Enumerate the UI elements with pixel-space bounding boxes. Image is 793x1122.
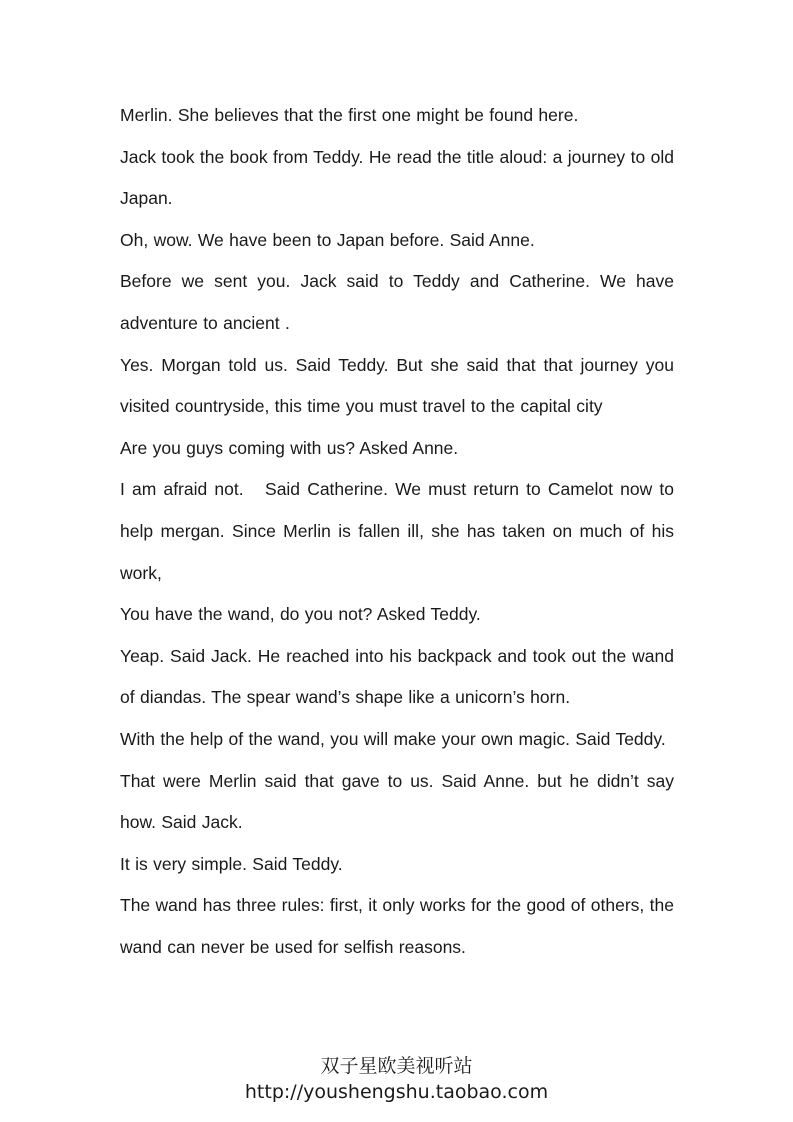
paragraph: Yeap. Said Jack. He reached into his backpack and took out the wand of diandas. The spear wand’s shape like a unicorn’s horn.	[120, 645, 674, 708]
page-footer	[0, 1053, 793, 1105]
paragraph: Are you guys coming with us? Asked Anne.	[120, 437, 459, 458]
paragraph: That were Merlin said that gave to us. Said Anne. but he didn’t say how. Said Jack.	[120, 770, 674, 833]
paragraph: Merlin. She believes that the first one might be found here.	[120, 105, 579, 125]
paragraph: It is very simple. Said Teddy.	[120, 853, 343, 874]
paragraph: The wand has three rules: first, it only works for the good of others, the wand can never be used for selfish reasons.	[120, 895, 674, 957]
paragraph: With the help of the wand, you will make your own magic. Said Teddy.	[120, 728, 666, 749]
document-body	[120, 95, 680, 968]
paragraph: You have the wand, do you not? Asked Teddy.	[120, 604, 481, 625]
paragraph: I am afraid not. Said Catherine. We must return to Camelot now to help mergan. Since Merlin is fallen ill, she has taken on much of his work,	[120, 479, 680, 583]
paragraph: Jack took the book from Teddy. He read the title aloud: a journey to old Japan.	[120, 146, 674, 209]
footer-shop-name: 双子星欧美视听站	[320, 1055, 473, 1077]
paragraph: Before we sent you. Jack said to Teddy and Catherine. We have adventure to ancient .	[120, 271, 674, 333]
paragraph: Yes. Morgan told us. Said Teddy. But she said that that journey you visited countryside, this time you must travel to the capital city	[120, 354, 674, 417]
footer-url: http://youshengshu.taobao.com	[244, 1081, 549, 1103]
paragraph: Oh, wow. We have been to Japan before. Said Anne.	[120, 229, 535, 250]
